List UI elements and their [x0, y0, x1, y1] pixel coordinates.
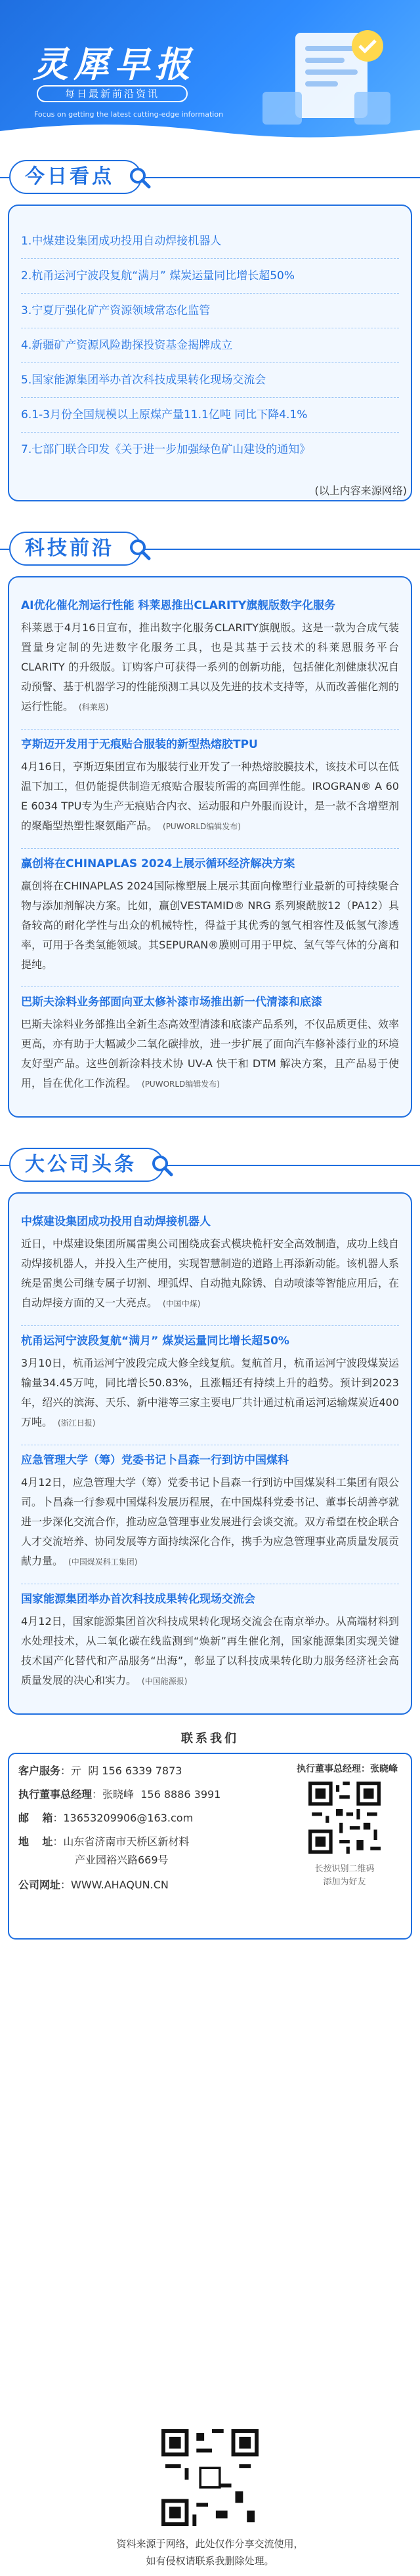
- contact-name: ：张晓峰: [92, 1788, 135, 1801]
- article-source: (中国能源报): [142, 1677, 188, 1686]
- article-text: 赢创将在CHINAPLAS 2024国际橡塑展上展示其面向橡塑行业最新的可持续聚合物与添加剂解决方案。比如，赢创VESTAMID® NRG 系列聚酰胺12（PA12）具备较高的耐化学性与出众的机械特性，得益于其优秀的氢气相容性及低氢气渗透率，可用于各类氢能领域。其SEPURAN®膜则可用于甲烷、氢气等气体的分离和提纯。: [21, 880, 399, 971]
- magnifier-icon: [151, 1154, 173, 1177]
- section-tech-header: [0, 525, 420, 571]
- section-company-header: [0, 1141, 420, 1187]
- banner: [0, 0, 420, 144]
- article-source: (PUWORLD编辑发布): [142, 1080, 220, 1089]
- article-text: 4月12日，国家能源集团首次科技成果转化现场交流会在南京举办。从高端材料到水处理技术，从二氧化碳在线监测到“焕新”再生催化剂，国家能源集团实现关键技术国产化替代和产品服务“出海”，彰显了以科技成果转化助力服务经济社会高质量发展的决心和实力。: [21, 1615, 399, 1687]
- section-today-title: 今日看点: [9, 160, 142, 194]
- section-today: [0, 153, 420, 501]
- contact-label: 址: [42, 1835, 53, 1848]
- banner-title: 灵犀早报: [33, 44, 196, 85]
- exec-qr-code-icon[interactable]: [308, 1782, 381, 1854]
- tech-article-list: [8, 576, 412, 1118]
- contact-phone: 阴 156 6339 7873: [88, 1765, 182, 1777]
- section-tech: [0, 525, 420, 1118]
- contact-email: [18, 1810, 193, 1826]
- banner-wave: [0, 118, 420, 144]
- section-tech-title: 科技前沿: [9, 532, 142, 566]
- article-title[interactable]: 亨斯迈开发用于无痕贴合服装的新型热熔胶TPU: [21, 738, 258, 751]
- exec-qr-title: 执行董事总经理：张晓峰: [297, 1764, 398, 1774]
- article-title[interactable]: AI优化催化剂运行性能 科莱恩推出CLARITY旗舰版数字化服务: [21, 599, 336, 612]
- contact-label: 公司网址: [18, 1879, 61, 1891]
- article-text: 4月12日，应急管理大学（筹）党委书记卜昌森一行到访中国煤炭科工集团有限公司。卜昌森一行参观中国煤科发展历程展，在中国煤科党委书记、董事长胡善亭就进一步深化交流合作，推动应急管理事业发展进行会谈交流。双方希望在校企联合人才交流培养、协同发展等方面持续深化合作，携手为应急管理事业高质量发展贡献力量。: [21, 1476, 400, 1567]
- magnifier-icon: [129, 538, 151, 560]
- article-title[interactable]: 中煤建设集团成功投用自动焊接机器人: [21, 1215, 211, 1228]
- contact-website: [18, 1877, 169, 1893]
- contact-label: 地: [18, 1835, 30, 1848]
- contact-label: 执行董事总经理: [18, 1788, 93, 1801]
- footer-line: 如有侵权请联系我删除处理。: [146, 2555, 274, 2567]
- contact-label: 客户服务: [18, 1765, 61, 1777]
- qr-caption-line: 长按识别二维码: [314, 1864, 375, 1874]
- article-card: [21, 1584, 399, 1703]
- article-card: [21, 1326, 399, 1445]
- company-qr-code-icon[interactable]: [161, 2429, 259, 2526]
- article-title[interactable]: 国家能源集团举办首次科技成果转化现场交流会: [21, 1593, 255, 1606]
- contact-label: 箱: [42, 1812, 53, 1824]
- headline-item[interactable]: 5.国家能源集团举办首次科技成果转化现场交流会: [21, 363, 399, 398]
- website-link[interactable]: ：WWW.AHAQUN.CN: [60, 1879, 169, 1891]
- contact-title: 联系我们: [181, 1732, 239, 1746]
- article-source: (浙江日报): [58, 1418, 96, 1428]
- headline-list: [9, 206, 411, 476]
- exec-qr-caption: [304, 1863, 385, 1889]
- article-body: [21, 1612, 399, 1691]
- article-title[interactable]: 巴斯夫涂料业务部面向亚太修补漆市场推出新一代清漆和底漆: [21, 996, 322, 1009]
- footer-disclaimer: [0, 2535, 420, 2569]
- article-source: (PUWORLD编辑发布): [163, 822, 241, 831]
- contact-address: [18, 1834, 189, 1850]
- article-text: 科莱恩于4月16日宣布，推出数字化服务CLARITY旗舰版。这是一款为合成气装置量身定制的先进数字化服务工具，也是其基于云技术的科莱恩服务平台 CLARITY 的升级版。订购客户可获得一系列的创新功能，包括催化剂健康状况自动预警、基于机器学习的性能预测工具以及先进的技术支持等，从而改善催化剂的运行性能。: [21, 621, 400, 712]
- email-link[interactable]: ：13653209906@163.com: [52, 1812, 194, 1824]
- article-body: [21, 1354, 399, 1433]
- article-text: 巴斯夫涂料业务部推出全新生态高效型清漆和底漆产品系列，不仅品质更佳、效率更高，亦有助于大幅减少二氧化碳排放，进一步扩展了面向汽车修补漆行业的环境友好型产品。这些创新涂料技术协 UV-A 快干和 DTM 解决方案，且产品易于使用，旨在优化工作流程。: [21, 1018, 400, 1089]
- headline-item[interactable]: 3.宁夏厅强化矿产资源领域常态化监管: [21, 294, 399, 328]
- contact-label: 邮: [18, 1812, 30, 1824]
- contact-name: ：亓: [60, 1765, 82, 1777]
- company-article-list: [8, 1192, 412, 1715]
- article-source: (中国中煤): [163, 1299, 201, 1308]
- article-body: [21, 757, 399, 836]
- headline-item[interactable]: 6.1-3月份全国规模以上原煤产量11.1亿吨 同比下降4.1%: [21, 398, 399, 433]
- address-line: ：山东省济南市天桥区新材料: [52, 1835, 190, 1848]
- article-body: [21, 1015, 399, 1094]
- contact-phone: 156 8886 3991: [140, 1788, 221, 1801]
- section-company: [0, 1141, 420, 1715]
- article-card: [21, 987, 399, 1106]
- article-text: 4月16日，亨斯迈集团宣布为服装行业开发了一种热熔胶膜技术，该技术可以在低温下加工，但仍能提供制造无痕贴合服装所需的高回弹性能。IROGRAN® A 60 E 6034 TPU专为生产无痕贴合内衣、运动服和户外服而设计，是一款不含增塑剂的聚酯型热塑性聚氨酯产品。: [21, 760, 399, 832]
- article-card: [21, 1445, 399, 1584]
- section-company-title: 大公司头条: [9, 1148, 164, 1182]
- article-title[interactable]: 杭甬运河宁波段复航“满月” 煤炭运量同比增长超50%: [21, 1335, 289, 1348]
- banner-tagline: Focus on getting the latest cutting-edge information: [34, 110, 224, 119]
- article-body: [21, 876, 399, 975]
- banner-tag: 每日最新前沿资讯: [37, 85, 188, 102]
- section-today-header: [0, 153, 420, 199]
- headline-item[interactable]: 4.新疆矿产资源风险勘探投资基金揭牌成立: [21, 328, 399, 363]
- article-card: [21, 849, 399, 987]
- article-card: [21, 1207, 399, 1326]
- headline-item[interactable]: 1.中煤建设集团成功投用自动焊接机器人: [21, 224, 399, 259]
- contact-panel: [8, 1753, 412, 1940]
- article-body: [21, 618, 399, 717]
- article-text: 近日，中煤建设集团所属雷奥公司围绕成套式模块桅杆安全高效制造，成功上线自动焊接机器人，并投入生产使用，实现智慧制造的道路上再添新动能。该机器人系统是雷奥公司继专属子切割、埋弧焊、自动抛丸除锈、自动喷漆等智能应用后，在自动焊接方面的又一大亮点。: [21, 1238, 400, 1309]
- source-note: (以上内容来源网络): [314, 484, 407, 497]
- article-title[interactable]: 应急管理大学（筹）党委书记卜昌森一行到访中国煤科: [21, 1454, 289, 1467]
- headline-box: [8, 205, 412, 501]
- contact-exec-editor: [18, 1787, 220, 1803]
- article-card: [21, 591, 399, 730]
- article-body: [21, 1473, 399, 1572]
- article-card: [21, 730, 399, 849]
- article-title[interactable]: 赢创将在CHINAPLAS 2024上展示循环经济解决方案: [21, 857, 295, 870]
- contact-customer-service: [18, 1763, 182, 1779]
- article-source: (科莱恩): [79, 703, 109, 712]
- footer-line: 资料来源于网络，此处仅作分享交流使用，: [116, 2538, 304, 2550]
- magnifier-icon: [129, 166, 151, 189]
- contact-address-line2: 产业园裕兴路669号: [75, 1854, 169, 1866]
- news-illustration-icon: [249, 20, 400, 131]
- headline-item[interactable]: 2.杭甬运河宁波段复航“满月” 煤炭运量同比增长超50%: [21, 259, 399, 294]
- headline-item[interactable]: 7.七部门联合印发《关于进一步加强绿色矿山建设的通知》: [21, 443, 311, 456]
- article-source: (中国煤炭科工集团): [68, 1557, 138, 1567]
- article-text: 3月10日，杭甬运河宁波段完成大修全线复航。复航首月，杭甬运河宁波段煤炭运输量34.45万吨，同比增长50.83%，且涨幅还有持续上升的趋势。预计到2023年，绍兴的滨海、天乐、新中港等三家主要电厂共计通过杭甬运河运输煤炭近400万吨。: [21, 1357, 399, 1428]
- article-body: [21, 1234, 399, 1314]
- qr-caption-line: 添加为好友: [323, 1877, 366, 1887]
